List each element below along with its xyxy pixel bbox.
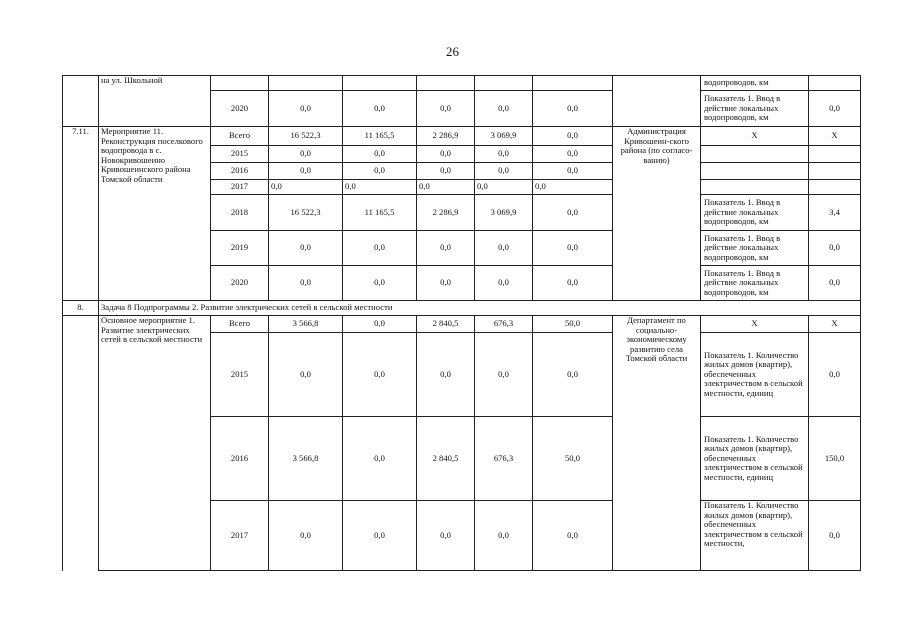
- indicator-cell: Показатель 1. Ввод в действие локальных водопроводов, км: [701, 195, 809, 231]
- year-cell: 2015: [211, 333, 269, 417]
- value-cell: 0,0: [533, 333, 613, 417]
- row-number-cell: [63, 316, 99, 571]
- value-cell: 3 069,9: [475, 127, 533, 146]
- value-cell: 0,0: [269, 163, 343, 180]
- task-title-cell: Задача 8 Подпрограммы 2. Развитие электрических сетей в сельской местности: [99, 301, 861, 316]
- value-cell: 676,3: [475, 316, 533, 333]
- value-cell: 11 165,5: [343, 127, 417, 146]
- indicator-cell: Показатель 1. Количество жилых домов (квартир), обеспеченных электричеством в сельской местности, единиц: [701, 417, 809, 501]
- value-cell: 2 286,9: [417, 127, 475, 146]
- table-row: [63, 316, 861, 333]
- indicator-cell: X: [701, 316, 809, 333]
- year-cell: 2015: [211, 146, 269, 163]
- table-row: [63, 301, 861, 316]
- indicator-cell: Показатель 1. Ввод в действие локальных водопроводов, км: [701, 231, 809, 266]
- indicator-value-cell: [809, 180, 861, 195]
- value-cell: 0,0: [343, 231, 417, 266]
- year-cell: 2020: [211, 91, 269, 127]
- value-cell: 50,0: [533, 316, 613, 333]
- table-row: [63, 127, 861, 146]
- indicator-value-cell: 0,0: [809, 266, 861, 301]
- value-cell: 3 566,8: [269, 316, 343, 333]
- value-cell: 676,3: [475, 417, 533, 501]
- value-cell: 11 165,5: [343, 195, 417, 231]
- indicator-value-cell: 3,4: [809, 195, 861, 231]
- year-cell: 2017: [211, 180, 269, 195]
- page-number: 26: [446, 44, 459, 59]
- year-cell: 2020: [211, 266, 269, 301]
- value-cell: 0,0: [269, 231, 343, 266]
- value-cell: 0,0: [269, 180, 343, 195]
- row-number-cell: 7.11.: [63, 127, 99, 301]
- value-cell: 0,0: [343, 316, 417, 333]
- year-cell: Всего: [211, 316, 269, 333]
- indicator-cell: Показатель 1. Ввод в действие локальных водопроводов, км: [701, 91, 809, 127]
- value-cell: 0,0: [417, 231, 475, 266]
- indicator-value-cell: X: [809, 127, 861, 146]
- value-cell: 0,0: [533, 195, 613, 231]
- value-cell: 3 069,9: [475, 195, 533, 231]
- responsible-cell: [613, 76, 701, 127]
- value-cell: 0,0: [417, 266, 475, 301]
- indicator-value-cell: 0,0: [809, 333, 861, 417]
- value-cell: 0,0: [475, 146, 533, 163]
- value-cell: 0,0: [533, 180, 613, 195]
- value-cell: 0,0: [475, 266, 533, 301]
- activity-name-cell: Основное мероприятие 1. Развитие электрических сетей в сельской местности: [99, 316, 211, 571]
- value-cell: 0,0: [269, 333, 343, 417]
- value-cell: 0,0: [417, 91, 475, 127]
- value-cell: 50,0: [533, 417, 613, 501]
- indicator-value-cell: [809, 146, 861, 163]
- value-cell: 0,0: [475, 163, 533, 180]
- year-cell: 2017: [211, 501, 269, 571]
- value-cell: 0,0: [417, 333, 475, 417]
- value-cell: 0,0: [343, 163, 417, 180]
- indicator-cell: Показатель 1. Количество жилых домов (квартир), обеспеченных электричеством в сельской местности,: [701, 501, 809, 571]
- year-cell: 2016: [211, 163, 269, 180]
- indicator-value-cell: 150,0: [809, 417, 861, 501]
- table-row: [63, 76, 861, 91]
- value-cell: 0,0: [417, 163, 475, 180]
- value-cell: 0,0: [475, 501, 533, 571]
- value-cell: 0,0: [269, 266, 343, 301]
- value-cell: 0,0: [533, 91, 613, 127]
- indicator-cell: [701, 180, 809, 195]
- indicator-value-cell: [809, 163, 861, 180]
- responsible-cell: Администрация Кривошеин-ского района (по согласо-ванию): [613, 127, 701, 301]
- value-cell: 0,0: [475, 333, 533, 417]
- value-cell: 2 840,5: [417, 316, 475, 333]
- row-number-cell: [63, 76, 99, 127]
- value-cell: 0,0: [475, 91, 533, 127]
- value-cell: 0,0: [533, 266, 613, 301]
- year-cell: 2019: [211, 231, 269, 266]
- value-cell: 0,0: [269, 146, 343, 163]
- program-table: [62, 75, 861, 571]
- value-cell: 0,0: [475, 180, 533, 195]
- value-cell: 0,0: [269, 91, 343, 127]
- indicator-cell: [701, 146, 809, 163]
- value-cell: 0,0: [343, 146, 417, 163]
- value-cell: 0,0: [343, 417, 417, 501]
- value-cell: 0,0: [475, 231, 533, 266]
- value-cell: 0,0: [533, 146, 613, 163]
- row-number-cell: 8.: [63, 301, 99, 316]
- value-cell: 2 840,5: [417, 417, 475, 501]
- year-cell: Всего: [211, 127, 269, 146]
- year-cell: 2018: [211, 195, 269, 231]
- value-cell: 0,0: [417, 146, 475, 163]
- value-cell: 3 566,8: [269, 417, 343, 501]
- value-cell: 0,0: [343, 91, 417, 127]
- value-cell: 16 522,3: [269, 127, 343, 146]
- indicator-cell: [701, 163, 809, 180]
- value-cell: 0,0: [343, 501, 417, 571]
- activity-name-cell: на ул. Школьной: [99, 76, 211, 127]
- value-cell: 0,0: [343, 180, 417, 195]
- indicator-value-cell: 0,0: [809, 501, 861, 571]
- value-cell: 2 286,9: [417, 195, 475, 231]
- indicator-value-cell: 0,0: [809, 231, 861, 266]
- activity-name-cell: Мероприятие 11. Реконструкция поселкового водопровода в с. Новокривошеино Кривошеинского района Томской области: [99, 127, 211, 301]
- responsible-cell: Департамент по социально-экономическому развитию села Томской области: [613, 316, 701, 571]
- year-cell: 2016: [211, 417, 269, 501]
- value-cell: 0,0: [533, 231, 613, 266]
- value-cell: 0,0: [343, 266, 417, 301]
- indicator-cell: X: [701, 127, 809, 146]
- value-cell: 16 522,3: [269, 195, 343, 231]
- indicator-cell: водопроводов, км: [701, 76, 809, 91]
- value-cell: 0,0: [533, 127, 613, 146]
- indicator-cell: Показатель 1. Количество жилых домов (квартир), обеспеченных электричеством в сельской местности, единиц: [701, 333, 809, 417]
- value-cell: 0,0: [533, 501, 613, 571]
- indicator-value-cell: 0,0: [809, 91, 861, 127]
- indicator-value-cell: X: [809, 316, 861, 333]
- value-cell: 0,0: [269, 501, 343, 571]
- value-cell: 0,0: [343, 333, 417, 417]
- indicator-cell: Показатель 1. Ввод в действие локальных водопроводов, км: [701, 266, 809, 301]
- value-cell: 0,0: [417, 180, 475, 195]
- value-cell: 0,0: [533, 163, 613, 180]
- value-cell: 0,0: [417, 501, 475, 571]
